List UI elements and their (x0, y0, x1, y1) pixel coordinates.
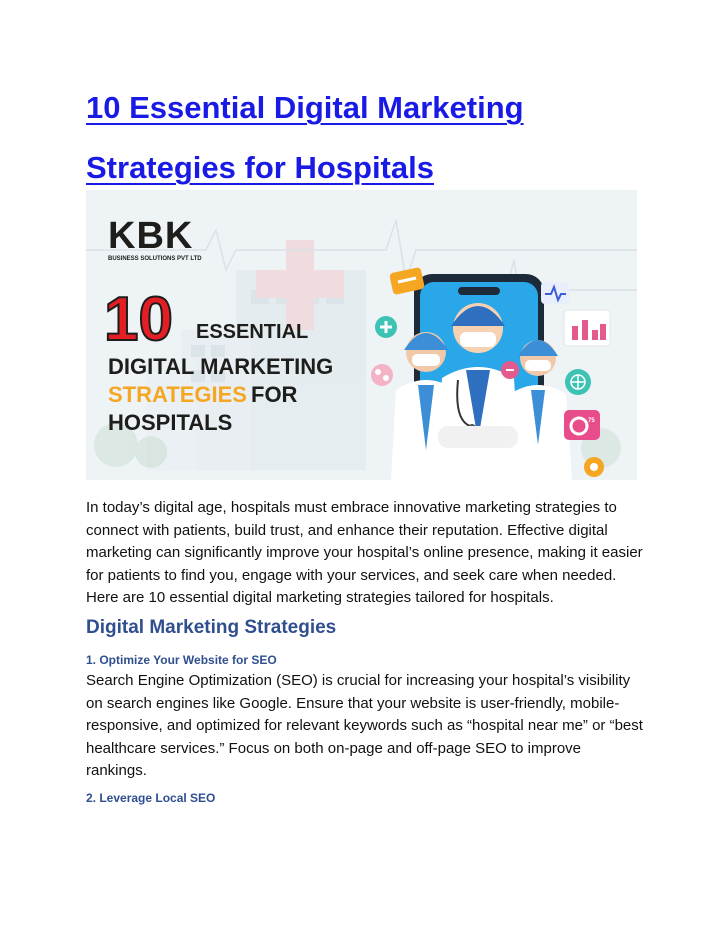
medical-cross-icon (375, 316, 397, 338)
banner-big-number: 10 (104, 285, 173, 354)
network-icon (371, 364, 393, 386)
page-title-line-2[interactable]: Strategies for Hospitals (86, 150, 434, 185)
page-title[interactable] (86, 78, 646, 198)
banner-word-hospitals: HOSPITALS (108, 410, 233, 435)
analytics-badge-icon (564, 410, 600, 440)
link-icon (501, 361, 519, 379)
globe-icon (565, 369, 591, 395)
banner-word-for: FOR (251, 382, 298, 407)
strategy-body-1: Search Engine Optimization (SEO) is crucial for increasing your hospital’s visibility on search engines like Google. Ensure that your website is user-friendly, mobile-responsive, and optimized for relevant keywords such as “hospital near me” or “best healthcare services.” Focus on both on-page and off-page SEO to improve rankings. (86, 672, 643, 779)
strategy-heading-2: 2. Leverage Local SEO (86, 791, 216, 805)
heartbeat-monitor-icon (541, 282, 569, 304)
analytics-badge-value: 75 (588, 418, 595, 424)
banner-line-digital: DIGITAL MARKETING (108, 354, 334, 379)
section-heading: Digital Marketing Strategies (86, 617, 337, 638)
bar-chart-icon (564, 310, 610, 346)
banner-word-strategies: STRATEGIES (108, 382, 247, 407)
kbk-logo (108, 215, 202, 262)
intro-paragraph: In today’s digital age, hospitals must embrace innovative marketing strategies to connect with patients, build trust, and enhance their reputation. Effective digital marketing can significantly improve your hospital’s online presence, making it easier for patients to find you, engage with your services, and seek care when needed. Here are 10 essential digital marketing strategies tailored for hospitals. (86, 499, 643, 606)
kbk-logo-text: KBK (108, 215, 194, 257)
kbk-logo-subtext: BUSINESS SOLUTIONS PVT LTD (108, 256, 202, 262)
strategy-heading-1: 1. Optimize Your Website for SEO (86, 653, 277, 667)
page-title-line-1[interactable]: 10 Essential Digital Marketing (86, 90, 524, 125)
gear-icon (584, 457, 604, 477)
hero-banner-image (86, 190, 637, 480)
banner-word-essential: ESSENTIAL (196, 321, 309, 343)
